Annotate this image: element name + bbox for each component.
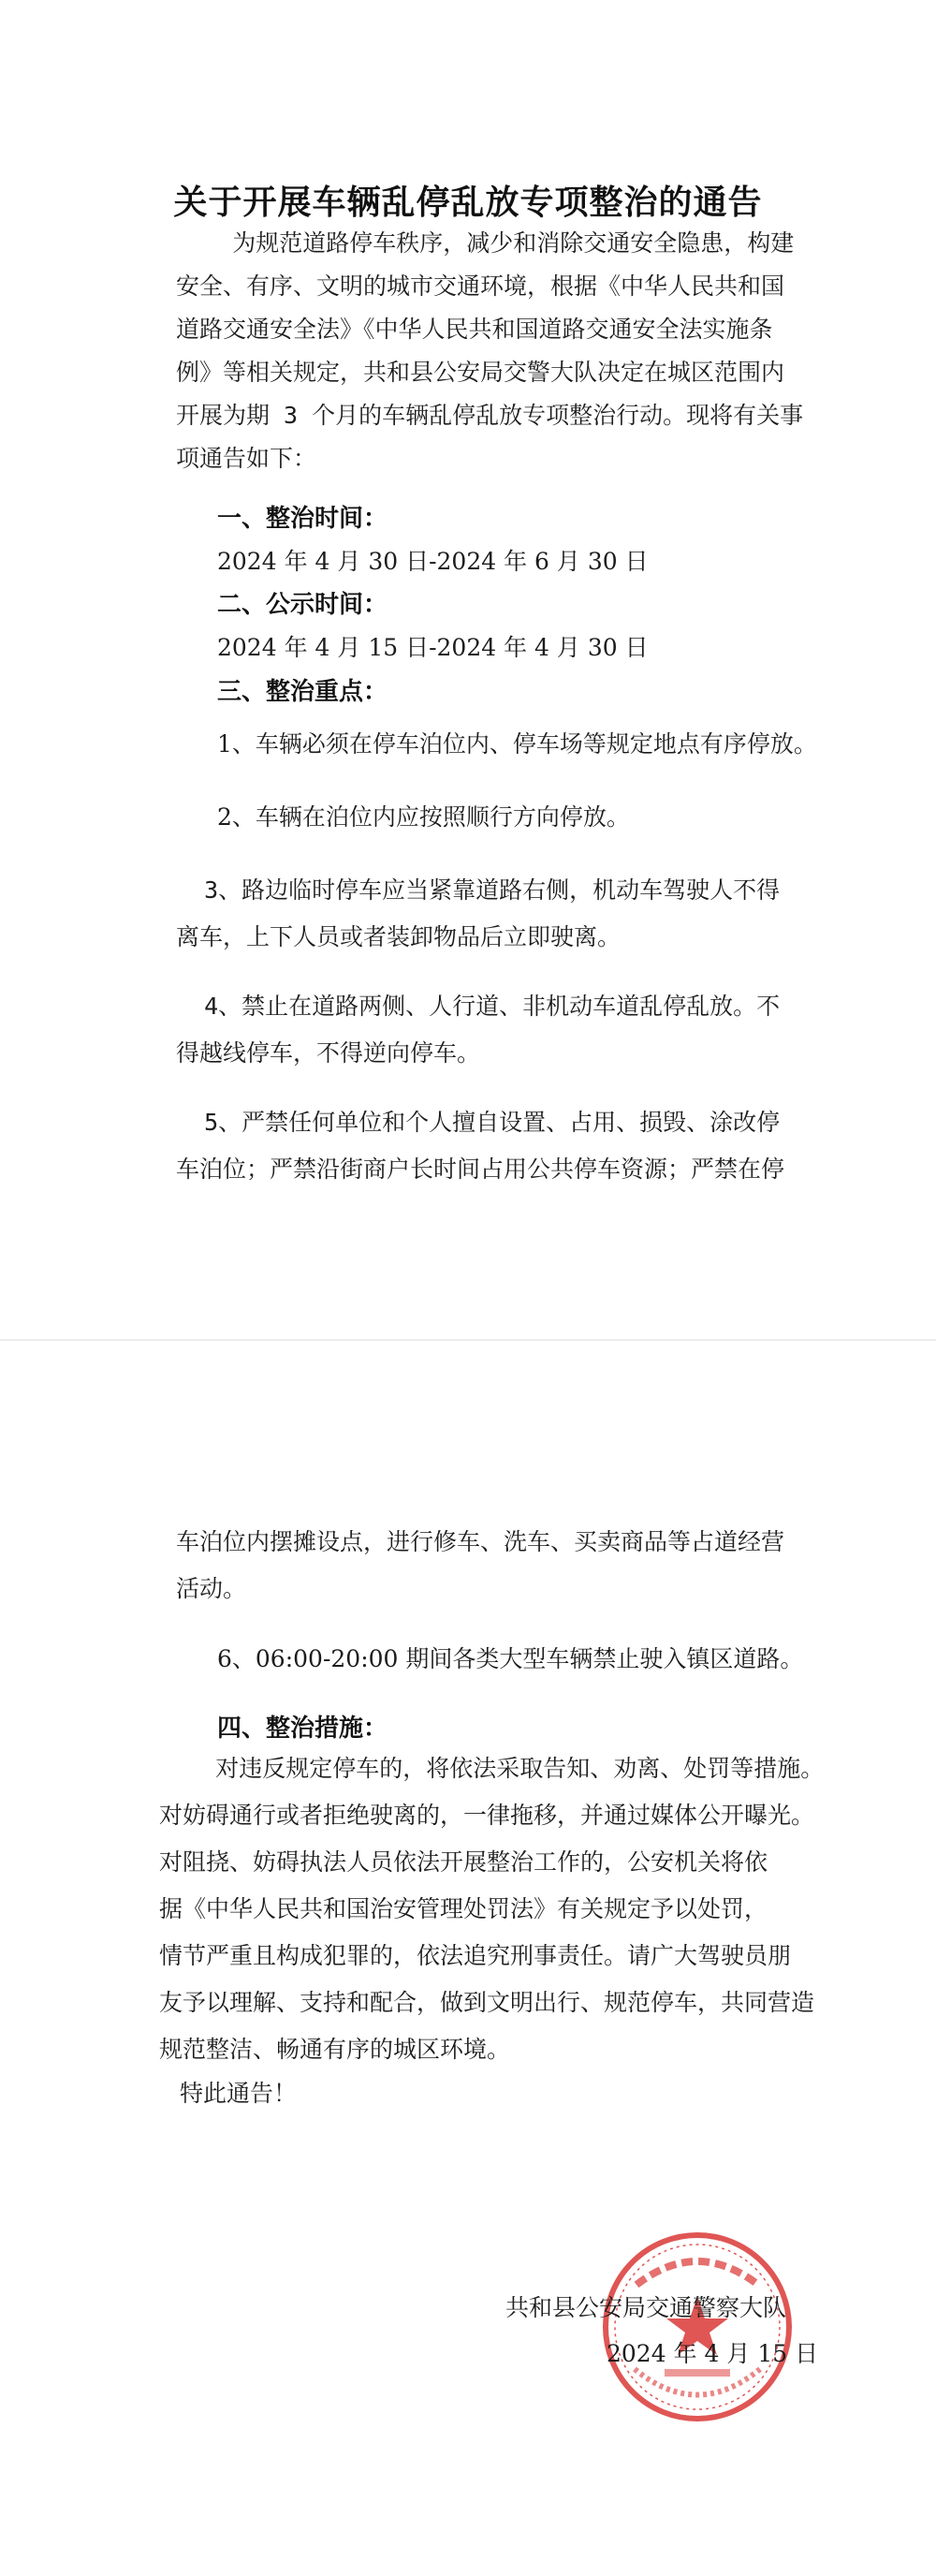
- signature-organization: 共和县公安局交通警察大队: [505, 2294, 787, 2321]
- intro-paragraph: 为规范道路停车秩序，减少和消除交通安全隐患，构建 安全、有序、文明的城市交通环境，根据《中华人民共和国 道路交通安全法》《中华人民共和国道路交通安全法实施条 例》等相关规定，共和县公安局交警大队决定在城区范围内 开展为期 3 个月的车辆乱停乱放专项整治行动。现将有关事 项通告如下：: [176, 229, 804, 472]
- item-3: 3、路边临时停车应当紧靠道路右侧，机动车驾驶人不得 离车，上下人员或者装卸物品后立即驶离。: [176, 876, 781, 950]
- section-2-heading: 二、公示时间：: [217, 591, 388, 619]
- item-1: 1、车辆必须在停车泊位内、停车场等规定地点有序停放。: [217, 730, 817, 758]
- document-page-2: [0, 1341, 936, 2576]
- document-title: 关于开展车辆乱停乱放专项整治的通告: [173, 183, 763, 222]
- section-3-heading: 三、整治重点：: [217, 678, 388, 706]
- official-seal-icon: [599, 2229, 796, 2425]
- section-4-heading: 四、整治措施：: [217, 1715, 388, 1743]
- section-1-value: 2024 年 4 月 30 日-2024 年 6 月 30 日: [217, 548, 649, 575]
- item-4: 4、禁止在道路两侧、人行道、非机动车道乱停乱放。不 得越线停车，不得逆向停车。: [176, 993, 781, 1067]
- signature-date: 2024 年 4 月 15 日: [607, 2340, 819, 2367]
- item-5-part-2: 车泊位内摆摊设点，进行修车、洗车、买卖商品等占道经营 活动。: [176, 1528, 785, 1602]
- section-1-heading: 一、整治时间：: [217, 505, 388, 533]
- closing-text: 特此通告！: [180, 2080, 298, 2107]
- item-2: 2、车辆在泊位内应按照顺行方向停放。: [217, 803, 630, 831]
- section-2-value: 2024 年 4 月 15 日-2024 年 4 月 30 日: [217, 634, 649, 661]
- item-6: 6、06:00-20:00 期间各类大型车辆禁止驶入镇区道路。: [217, 1645, 804, 1672]
- measures-paragraph: 对违反规定停车的，将依法采取告知、劝离、处罚等措施。 对妨碍通行或者拒绝驶离的，一律拖移，并通过媒体公开曝光。 对阻挠、妨碍执法人员依法开展整治工作的，公安机关将依 据《中华人民共和国治安管理处罚法》有关规定予以处罚， 情节严重且构成犯罪的，依法追究刑事责任。请广大驾驶员朋 友予以理解、支持和配合，做到文明出行、规范停车，共同营造 规范整洁、畅通有序的城区环境。: [159, 1755, 825, 2063]
- item-5-part-1: 5、严禁任何单位和个人擅自设置、占用、损毁、涂改停 车泊位；严禁沿街商户长时间占用公共停车资源；严禁在停: [176, 1109, 785, 1183]
